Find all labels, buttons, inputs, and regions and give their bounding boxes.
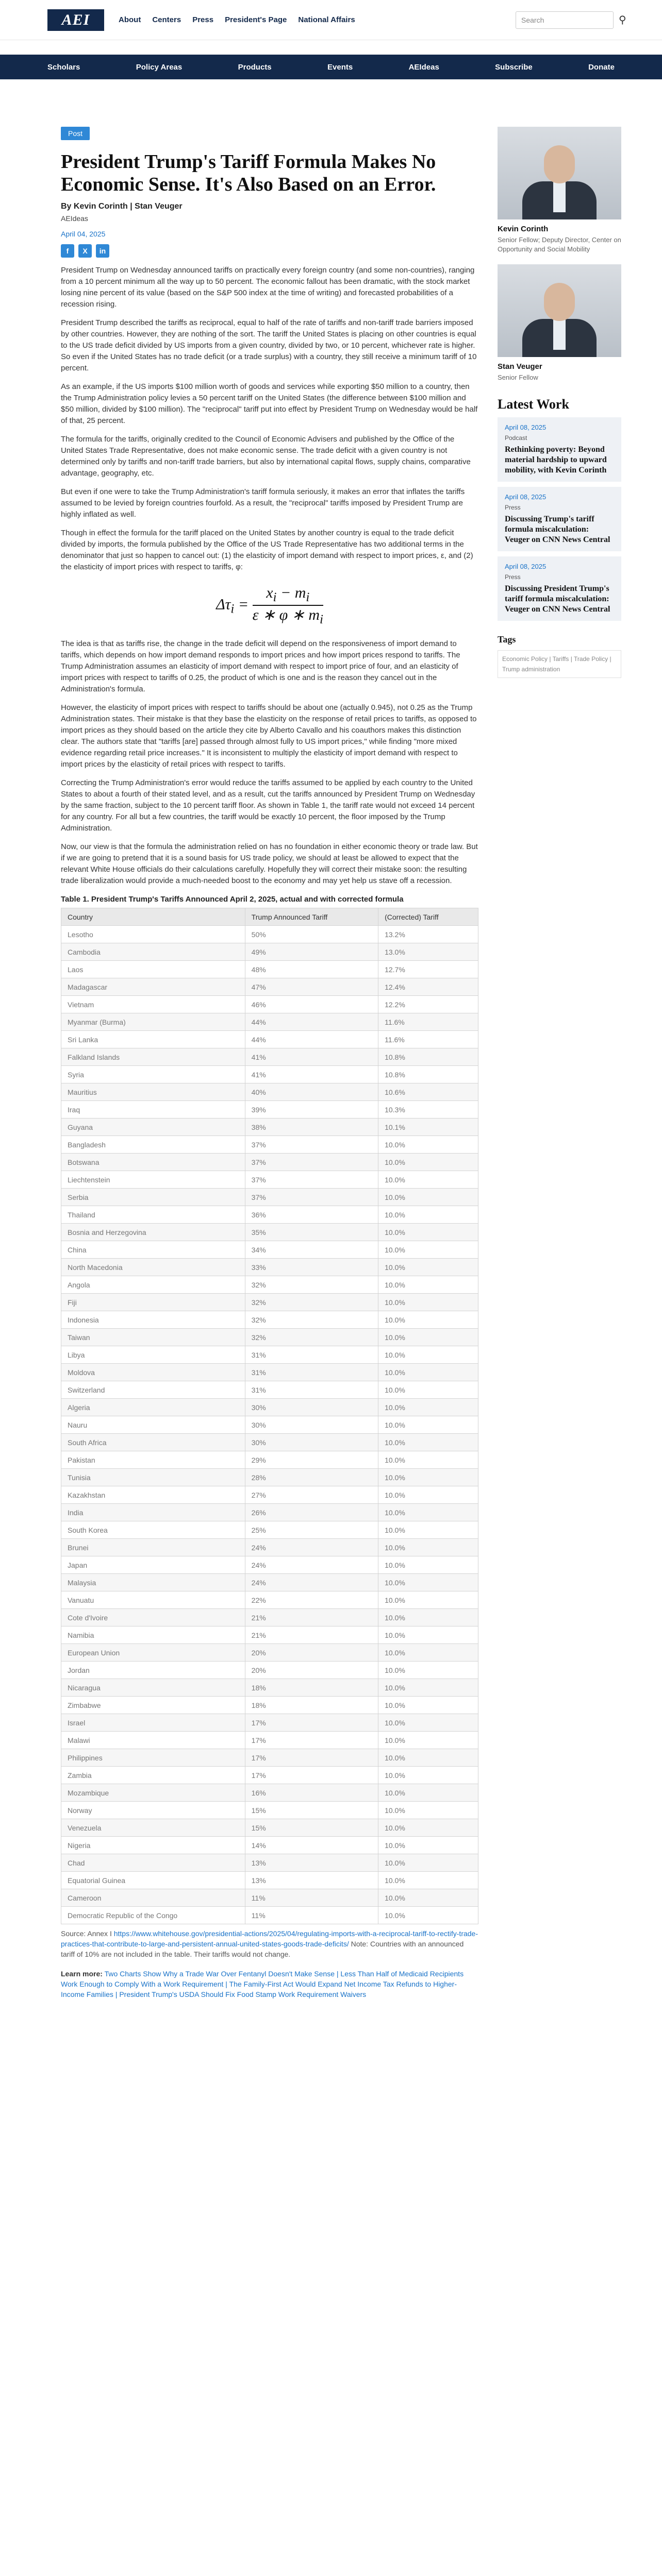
table-cell: 37%	[245, 1154, 378, 1171]
table-cell: 20%	[245, 1644, 378, 1662]
table-cell: 10.3%	[378, 1101, 478, 1118]
table-row	[61, 1662, 478, 1679]
table-cell: 10.0%	[378, 1206, 478, 1224]
table-cell: Libya	[61, 1346, 245, 1364]
table-cell: 32%	[245, 1276, 378, 1294]
table-cell: 17%	[245, 1749, 378, 1767]
table-row	[61, 1434, 478, 1451]
learn-more	[61, 1969, 478, 1999]
table-cell: Switzerland	[61, 1381, 245, 1399]
table-cell: Democratic Republic of the Congo	[61, 1907, 245, 1924]
table-cell: Moldova	[61, 1364, 245, 1381]
table-cell: 10.0%	[378, 1679, 478, 1697]
table-row	[61, 1118, 478, 1136]
table-cell: 10.8%	[378, 1048, 478, 1066]
table-cell: Malawi	[61, 1732, 245, 1749]
table-row	[61, 1767, 478, 1784]
table-cell: 10.0%	[378, 1662, 478, 1679]
table-row	[61, 1031, 478, 1048]
table-cell: 31%	[245, 1381, 378, 1399]
sidebar	[498, 127, 621, 678]
author-name[interactable]: Stan Veuger	[498, 362, 542, 371]
table-cell: 10.0%	[378, 1399, 478, 1416]
table-row	[61, 1364, 478, 1381]
table-cell: Madagascar	[61, 978, 245, 996]
table-cell: 10.0%	[378, 1907, 478, 1924]
nav-press[interactable]: Press	[192, 15, 214, 24]
table-cell: Norway	[61, 1802, 245, 1819]
table-cell: Zambia	[61, 1767, 245, 1784]
table-cell: 10.0%	[378, 1241, 478, 1259]
table-row	[61, 1732, 478, 1749]
table-header: Trump Announced Tariff	[245, 908, 378, 926]
article-date: April 04, 2025	[61, 230, 106, 238]
table-cell: 10.0%	[378, 1469, 478, 1486]
formula-denominator: ε ∗ φ ∗ $m_i$	[252, 606, 323, 626]
table-cell: 17%	[245, 1767, 378, 1784]
tags-list[interactable]: Economic Policy | Tariffs | Trade Policy | Trump administration	[498, 650, 621, 678]
paragraph: But even if one were to take the Trump Administration's tariff formula seriously, it makes an error that inflates the tariffs assumed to be levied by foreign countries fourfold. As a result, the "reciprocal" tariffs imposed by President Trump are highly inflated as well.	[61, 487, 465, 519]
main-nav-subscribe[interactable]: Subscribe	[495, 62, 533, 72]
latest-work-item[interactable]: April 08, 2025 Press Discussing President Trump's tariff formula miscalculation: Veuger on CNN News Central	[498, 556, 621, 621]
paragraph: The formula for the tariffs, originally credited to the Council of Economic Advisers and published by the Office of the United States Trade Representative, does not make economic sense. The trade deficit with a given country is not determined only by tariffs and non-tariff trade barriers, but also by international capital flows, supply chains, comparative advantage, geography, etc.	[61, 435, 471, 478]
table-cell: 10.0%	[378, 1451, 478, 1469]
table-cell: 10.0%	[378, 1556, 478, 1574]
table-cell: 10.0%	[378, 1749, 478, 1767]
table-title: Table 1. President Trump's Tariffs Announced April 2, 2025, actual and with corrected formula	[61, 895, 404, 904]
table-cell: Brunei	[61, 1539, 245, 1556]
table-cell: Sri Lanka	[61, 1031, 245, 1048]
table-cell: 15%	[245, 1819, 378, 1837]
table-cell: Iraq	[61, 1101, 245, 1118]
table-row	[61, 1609, 478, 1626]
table-cell: 32%	[245, 1329, 378, 1346]
table-cell: 10.0%	[378, 1504, 478, 1521]
table-cell: Pakistan	[61, 1451, 245, 1469]
main-nav-aeideas[interactable]: AEIdeas	[408, 62, 439, 72]
table-cell: 10.0%	[378, 1171, 478, 1189]
table-cell: Lesotho	[61, 926, 245, 943]
table-cell: 39%	[245, 1101, 378, 1118]
x-icon[interactable]: X	[78, 244, 92, 258]
table-row	[61, 1749, 478, 1767]
linkedin-icon[interactable]: in	[96, 244, 109, 258]
main-nav-donate[interactable]: Donate	[588, 62, 615, 72]
table-cell: Malaysia	[61, 1574, 245, 1591]
main-nav-events[interactable]: Events	[327, 62, 353, 72]
table-row	[61, 943, 478, 961]
formula-fraction	[253, 584, 323, 627]
table-cell: 18%	[245, 1679, 378, 1697]
table-row	[61, 1486, 478, 1504]
paragraph: Though in effect the formula for the tariff placed on the United States by another country is equal to the trade deficit divided by imports, the formula published by the Office of the US Trade Representative has two additional terms in the denominator that just so happen to cancel out: (1) the elasticity of import demand with respect to import prices, ε, and (2) the elasticity of import prices with respect to tariffs, φ:	[61, 529, 473, 571]
table-row	[61, 1469, 478, 1486]
table-cell: 32%	[245, 1294, 378, 1311]
table-cell: 10.0%	[378, 1714, 478, 1732]
paragraph: Now, our view is that the formula the administration relied on has no foundation in either economic theory or trade law. But if we are going to pretend that it is a sound basis for US trade policy, we should at least be allowed to expect that the relevant White House officials do their calculations carefully. Hopefully they will correct their mistake soon: the resulting trade liberalization would provide a much-needed boost to the economy and may yet help us stave off a recession.	[61, 842, 478, 885]
table-cell: 21%	[245, 1626, 378, 1644]
table-row	[61, 1539, 478, 1556]
table-row	[61, 1083, 478, 1101]
table-cell: 13.2%	[378, 926, 478, 943]
table-cell: 20%	[245, 1662, 378, 1679]
table-cell: 10.0%	[378, 1872, 478, 1889]
search-icon[interactable]: ⚲	[619, 14, 626, 26]
nav-national-affairs[interactable]: National Affairs	[298, 15, 355, 24]
table-row	[61, 1697, 478, 1714]
table-row	[61, 1784, 478, 1802]
table-cell: Vietnam	[61, 996, 245, 1013]
table-row	[61, 1451, 478, 1469]
table-cell: Vanuatu	[61, 1591, 245, 1609]
table-row	[61, 1241, 478, 1259]
table-cell: Laos	[61, 961, 245, 978]
table-cell: 11.6%	[378, 1031, 478, 1048]
table-cell: 10.0%	[378, 1626, 478, 1644]
table-row	[61, 1294, 478, 1311]
table-cell: 11%	[245, 1889, 378, 1907]
table-cell: 22%	[245, 1591, 378, 1609]
table-row	[61, 1399, 478, 1416]
table-cell: 25%	[245, 1521, 378, 1539]
table-cell: Syria	[61, 1066, 245, 1083]
table-cell: 35%	[245, 1224, 378, 1241]
author-title: Senior Fellow	[498, 374, 538, 381]
nav-presidents-page[interactable]: President's Page	[225, 15, 287, 24]
author-photo-veuger[interactable]	[498, 264, 621, 357]
table-cell: 15%	[245, 1802, 378, 1819]
table-cell: 10.0%	[378, 1276, 478, 1294]
table-cell: 41%	[245, 1048, 378, 1066]
table-cell: 44%	[245, 1013, 378, 1031]
table-cell: 12.4%	[378, 978, 478, 996]
table-cell: 26%	[245, 1504, 378, 1521]
table-cell: 10.0%	[378, 1539, 478, 1556]
table-cell: 10.0%	[378, 1609, 478, 1626]
formula-sub: i	[230, 602, 235, 616]
latest-work-item[interactable]: April 08, 2025 Press Discussing Trump's tariff formula miscalculation: Veuger on CNN News Central	[498, 487, 621, 551]
table-row	[61, 1206, 478, 1224]
table-cell: Namibia	[61, 1626, 245, 1644]
table-row	[61, 1521, 478, 1539]
table-cell: 10.0%	[378, 1574, 478, 1591]
facebook-icon[interactable]: f	[61, 244, 74, 258]
table-cell: 10.0%	[378, 1819, 478, 1837]
table-cell: 30%	[245, 1399, 378, 1416]
table-cell: 37%	[245, 1171, 378, 1189]
table-row	[61, 1679, 478, 1697]
table-cell: 10.0%	[378, 1346, 478, 1364]
table-row	[61, 1311, 478, 1329]
formula-lhs: Δτ	[216, 596, 231, 613]
nav-about[interactable]: About	[119, 15, 141, 24]
table-row	[61, 1259, 478, 1276]
table-cell: Japan	[61, 1556, 245, 1574]
table-cell: 18%	[245, 1697, 378, 1714]
article	[61, 127, 478, 1999]
latest-work-item[interactable]: April 08, 2025 Podcast Rethinking poverty: Beyond material hardship to upward mobility, with Kevin Corinth	[498, 417, 621, 482]
table-cell: Taiwan	[61, 1329, 245, 1346]
table-cell: Mozambique	[61, 1784, 245, 1802]
table-cell: 31%	[245, 1364, 378, 1381]
table-row	[61, 961, 478, 978]
table-row	[61, 996, 478, 1013]
table-cell: 17%	[245, 1714, 378, 1732]
table-row	[61, 1416, 478, 1434]
table-row	[61, 1189, 478, 1206]
table-row	[61, 1837, 478, 1854]
table-cell: 10.6%	[378, 1083, 478, 1101]
table-row	[61, 1224, 478, 1241]
table-cell: 10.0%	[378, 1889, 478, 1907]
table-cell: Kazakhstan	[61, 1486, 245, 1504]
table-cell: 32%	[245, 1311, 378, 1329]
table-cell: Indonesia	[61, 1311, 245, 1329]
table-cell: 10.0%	[378, 1311, 478, 1329]
table-cell: 27%	[245, 1486, 378, 1504]
article-body	[61, 265, 478, 887]
table-cell: Philippines	[61, 1749, 245, 1767]
table-cell: Mauritius	[61, 1083, 245, 1101]
table-cell: Cote d'Ivoire	[61, 1609, 245, 1626]
table-row	[61, 1591, 478, 1609]
table-row	[61, 978, 478, 996]
table-cell: 12.2%	[378, 996, 478, 1013]
table-cell: 38%	[245, 1118, 378, 1136]
table-cell: Nauru	[61, 1416, 245, 1434]
table-cell: Thailand	[61, 1206, 245, 1224]
table-cell: 10.0%	[378, 1837, 478, 1854]
table-row	[61, 1854, 478, 1872]
table-cell: 10.0%	[378, 1854, 478, 1872]
top-nav	[119, 15, 355, 24]
author-photo-corinth[interactable]	[498, 127, 621, 219]
table-cell: 41%	[245, 1066, 378, 1083]
table-cell: 11.6%	[378, 1013, 478, 1031]
source-label: Source: Annex I	[61, 1929, 112, 1938]
table-cell: South Korea	[61, 1521, 245, 1539]
table-cell: 13.0%	[378, 943, 478, 961]
table-row	[61, 1714, 478, 1732]
main-nav-policy-areas[interactable]: Policy Areas	[136, 62, 183, 72]
table-row	[61, 1136, 478, 1154]
table-row	[61, 1556, 478, 1574]
table-cell: Bosnia and Herzegovina	[61, 1224, 245, 1241]
table-cell: 24%	[245, 1574, 378, 1591]
table-cell: 10.0%	[378, 1802, 478, 1819]
table-row	[61, 1819, 478, 1837]
table-cell: Botswana	[61, 1154, 245, 1171]
main-nav-scholars[interactable]: Scholars	[47, 62, 80, 72]
aei-logo[interactable]: AEI	[47, 9, 104, 31]
table-cell: 34%	[245, 1241, 378, 1259]
table-cell: Liechtenstein	[61, 1171, 245, 1189]
article-title: President Trump's Tariff Formula Makes No Economic Sense. It's Also Based on an Error.	[61, 151, 436, 195]
table-cell: Zimbabwe	[61, 1697, 245, 1714]
table-cell: Jordan	[61, 1662, 245, 1679]
table-cell: Falkland Islands	[61, 1048, 245, 1066]
table-cell: 31%	[245, 1346, 378, 1364]
paragraph: The idea is that as tariffs rise, the change in the trade deficit will depend on the responsiveness of import demand to tariffs, which depends on how import demand responds to import prices and how import prices respond to tariffs. The Trump Administration assumes an elasticity of import demand with respect to import price of four, and an elasticity of import prices with respect to tariffs of 0.25, the product of which is one and is the reason they cancel out in the Administration's formula.	[61, 639, 460, 693]
table-cell: 10.0%	[378, 1224, 478, 1241]
table-cell: Myanmar (Burma)	[61, 1013, 245, 1031]
table-cell: Fiji	[61, 1294, 245, 1311]
tariff-table	[61, 908, 478, 1924]
post-badge[interactable]: Post	[61, 127, 90, 140]
table-cell: 10.0%	[378, 1329, 478, 1346]
table-header: Country	[61, 908, 245, 926]
table-cell: 40%	[245, 1083, 378, 1101]
table-cell: 37%	[245, 1136, 378, 1154]
table-row	[61, 1346, 478, 1364]
table-cell: 13%	[245, 1872, 378, 1889]
table-cell: Guyana	[61, 1118, 245, 1136]
table-cell: 50%	[245, 926, 378, 943]
table-source	[61, 1928, 478, 1959]
paragraph: However, the elasticity of import prices with respect to tariffs should be about one (actually 0.945), not 0.25 as the Trump Administration states. Their mistake is that they base the elasticity on the response of retail prices to tariffs, as opposed to import prices as they should based on the article they cite by Alberto Cavallo and his coauthors makes this distinction clear. The authors state that "tariffs [are] passed through almost fully to US import prices," while finding "more mixed evidence regarding retail price increases." It is inconsistent to multiply the elasticity of import demand with respect to import prices by the elasticity of retail prices with respect to tariffs.	[61, 703, 477, 769]
table-cell: 33%	[245, 1259, 378, 1276]
table-cell: 10.0%	[378, 1294, 478, 1311]
table-row	[61, 1889, 478, 1907]
table-cell: 16%	[245, 1784, 378, 1802]
learn-more-links[interactable]: Two Charts Show Why a Trade War Over Fentanyl Doesn't Make Sense | Less Than Half of Medicaid Recipients Work Enough to Comply With a Work Requirement | The Family-First Act Would Expand Net Income Tax Refunds to Higher-Income Families | President Trump's USDA Should Fix Food Stamp Work Requirement Waivers	[61, 1970, 464, 1998]
table-cell: 14%	[245, 1837, 378, 1854]
paragraph: Correcting the Trump Administration's error would reduce the tariffs assumed to be applied by each country to the United States to about a fourth of their stated level, and as a result, cut the tariffs announced by President Trump on Wednesday by the same fraction, subject to the 10 percent tariff floor. As shown in Table 1, the tariff rate would not exceed 14 percent for any country. For all but a few countries, the tariff would be exactly 10 percent, the floor imposed by the Trump Administration.	[61, 778, 475, 833]
tags-heading: Tags	[498, 634, 516, 645]
table-row	[61, 1048, 478, 1066]
paragraph: As an example, if the US imports $100 million worth of goods and services while exporting $50 million to a country, then the Trump Administration policy levies a 50 percent tariff on the United States (the difference between $100 million and $50 million, divided by $100 million). The "reciprocal" tariff put into effect by President Trump on Wednesday would be half of that, 25 percent.	[61, 382, 478, 425]
table-cell: 10.0%	[378, 1767, 478, 1784]
top-bar	[0, 0, 662, 40]
table-cell: Algeria	[61, 1399, 245, 1416]
table-cell: 10.0%	[378, 1416, 478, 1434]
table-cell: 17%	[245, 1732, 378, 1749]
table-row	[61, 1574, 478, 1591]
table-cell: 28%	[245, 1469, 378, 1486]
table-cell: Israel	[61, 1714, 245, 1732]
table-cell: 24%	[245, 1556, 378, 1574]
table-cell: Cambodia	[61, 943, 245, 961]
tariff-formula	[61, 584, 478, 627]
table-cell: Serbia	[61, 1189, 245, 1206]
table-cell: 47%	[245, 978, 378, 996]
table-cell: 36%	[245, 1206, 378, 1224]
table-cell: Chad	[61, 1854, 245, 1872]
byline[interactable]: By Kevin Corinth | Stan Veuger	[61, 202, 183, 211]
table-cell: Nicaragua	[61, 1679, 245, 1697]
table-cell: 10.0%	[378, 1381, 478, 1399]
table-row	[61, 1907, 478, 1924]
table-cell: 10.0%	[378, 1189, 478, 1206]
main-nav	[0, 55, 662, 79]
table-cell: 24%	[245, 1539, 378, 1556]
nav-centers[interactable]: Centers	[152, 15, 181, 24]
source-link[interactable]: https://www.whitehouse.gov/presidential-actions/2025/04/regulating-imports-with-a-reciprocal-tariff-to-rectify-trade-practices-that-contribute-to-large-and-persistent-annual-united-states-goods-trade-deficits/	[61, 1929, 478, 1948]
table-cell: 10.0%	[378, 1136, 478, 1154]
table-cell: 10.0%	[378, 1154, 478, 1171]
table-cell: 44%	[245, 1031, 378, 1048]
latest-work-heading: Latest Work	[498, 397, 569, 412]
table-cell: 10.1%	[378, 1118, 478, 1136]
table-cell: China	[61, 1241, 245, 1259]
table-cell: Angola	[61, 1276, 245, 1294]
table-cell: 21%	[245, 1609, 378, 1626]
formula-numerator: $x_i - m_i$	[253, 584, 323, 606]
table-cell: Equatorial Guinea	[61, 1872, 245, 1889]
table-row	[61, 1101, 478, 1118]
table-cell: 46%	[245, 996, 378, 1013]
author-name[interactable]: Kevin Corinth	[498, 225, 549, 233]
table-cell: 10.0%	[378, 1486, 478, 1504]
paragraph: President Trump on Wednesday announced tariffs on practically every foreign country (and some non-countries), ranging from a 10 percent minimum all the way up to 50 percent. The economic fallout has been dramatic, with the stock market losing nine percent of its value (based on the S&P 500 index at the time of writing) and forecasted probabilities of a recession rising.	[61, 266, 475, 309]
table-cell: 10.0%	[378, 1644, 478, 1662]
table-cell: 29%	[245, 1451, 378, 1469]
table-cell: 11%	[245, 1907, 378, 1924]
table-cell: Venezuela	[61, 1819, 245, 1837]
table-cell: European Union	[61, 1644, 245, 1662]
table-row	[61, 1171, 478, 1189]
table-cell: 10.0%	[378, 1784, 478, 1802]
table-cell: 10.0%	[378, 1434, 478, 1451]
table-cell: India	[61, 1504, 245, 1521]
table-cell: Cameroon	[61, 1889, 245, 1907]
search-input[interactable]: Search	[516, 11, 614, 29]
share-buttons	[61, 244, 478, 258]
paragraph: President Trump described the tariffs as reciprocal, equal to half of the rate of tariffs and non-tariff trade barriers imposed by other countries. However, they are nothing of the sort. The tariff the United States is placing on other countries is equal to the US trade deficit divided by US imports from a given country, divided by two, or 10 percent, whichever rate is higher. So even if the United States has no trade deficit (or a trade surplus) with a country, they still receive a minimum tariff of 10 percent.	[61, 318, 477, 372]
table-cell: 30%	[245, 1434, 378, 1451]
table-cell: 13%	[245, 1854, 378, 1872]
publication[interactable]: AEIdeas	[61, 214, 88, 223]
table-row	[61, 1802, 478, 1819]
learn-more-label: Learn more:	[61, 1970, 103, 1978]
table-row	[61, 1644, 478, 1662]
table-cell: 12.7%	[378, 961, 478, 978]
table-row	[61, 1066, 478, 1083]
table-cell: Nigeria	[61, 1837, 245, 1854]
source-note: Note: Countries with an announced tariff of 10% are not included in the table. Their tariffs would not change.	[61, 1940, 464, 1958]
table-row	[61, 926, 478, 943]
table-cell: 10.0%	[378, 1697, 478, 1714]
table-row	[61, 1154, 478, 1171]
author-title: Senior Fellow; Deputy Director, Center on Opportunity and Social Mobility	[498, 236, 621, 253]
table-cell: 10.0%	[378, 1259, 478, 1276]
table-cell: 10.0%	[378, 1364, 478, 1381]
table-cell: 49%	[245, 943, 378, 961]
table-row	[61, 1504, 478, 1521]
table-cell: 10.8%	[378, 1066, 478, 1083]
table-header: (Corrected) Tariff	[378, 908, 478, 926]
table-cell: North Macedonia	[61, 1259, 245, 1276]
formula-eq: =	[238, 596, 249, 613]
table-cell: South Africa	[61, 1434, 245, 1451]
table-cell: 37%	[245, 1189, 378, 1206]
table-row	[61, 1872, 478, 1889]
main-nav-products[interactable]: Products	[238, 62, 272, 72]
table-cell: Tunisia	[61, 1469, 245, 1486]
table-cell: 30%	[245, 1416, 378, 1434]
table-row	[61, 1329, 478, 1346]
table-cell: 10.0%	[378, 1732, 478, 1749]
table-cell: 48%	[245, 961, 378, 978]
table-cell: Bangladesh	[61, 1136, 245, 1154]
table-row	[61, 1013, 478, 1031]
table-cell: 10.0%	[378, 1521, 478, 1539]
table-row	[61, 1276, 478, 1294]
table-row	[61, 1626, 478, 1644]
table-row	[61, 1381, 478, 1399]
table-cell: 10.0%	[378, 1591, 478, 1609]
